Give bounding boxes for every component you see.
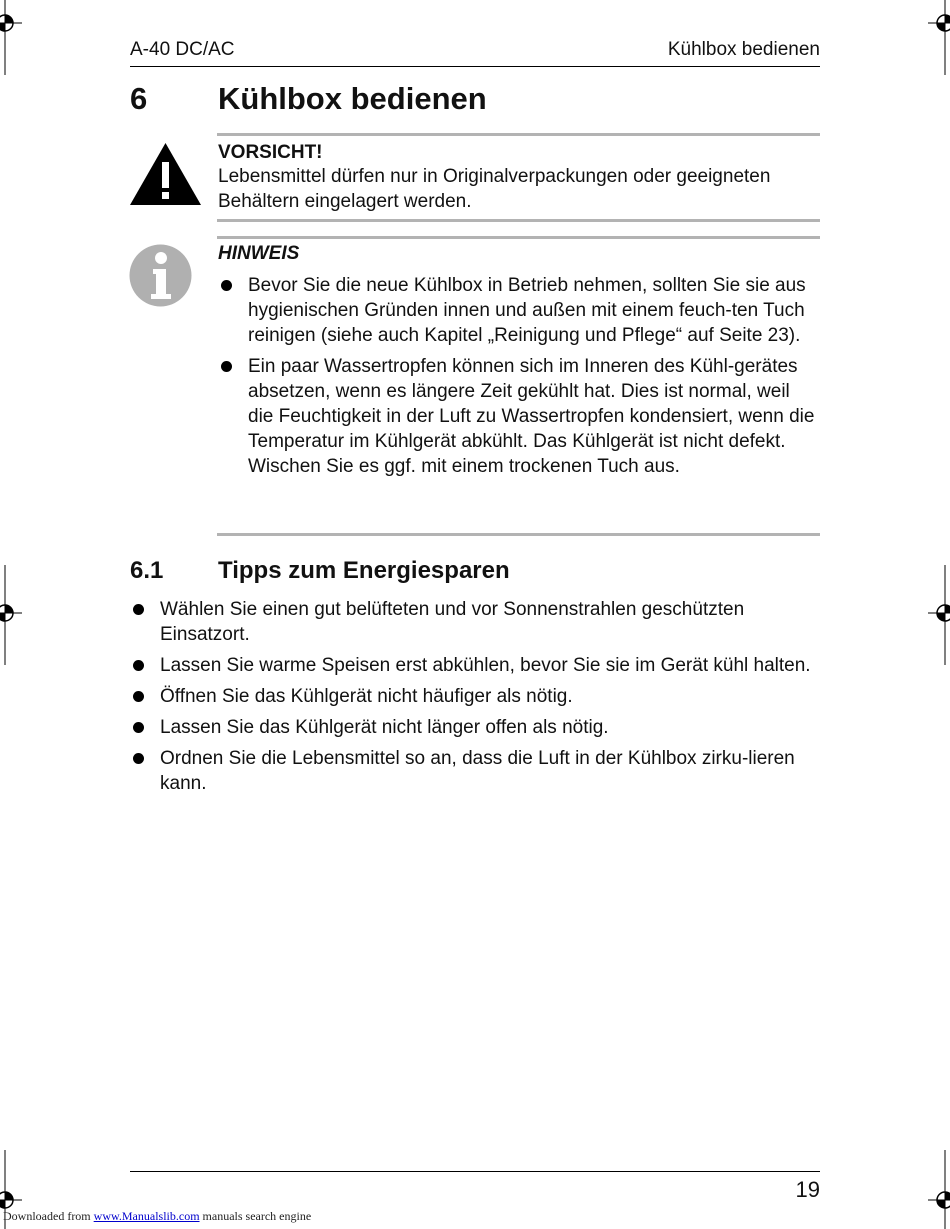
header-model: A-40 DC/AC xyxy=(130,39,235,60)
crop-mark-top-left xyxy=(0,0,30,80)
crop-mark-top-right xyxy=(920,0,950,80)
header-section: Kühlbox bedienen xyxy=(667,39,820,60)
note-title: HINWEIS xyxy=(218,243,300,264)
bullet-icon xyxy=(133,691,144,702)
list-item: Wählen Sie einen gut belüfteten und vor Sonnenstrahlen geschützten Einsatzort. xyxy=(130,597,820,647)
bullet-icon xyxy=(133,753,144,764)
info-circle-icon xyxy=(129,244,192,307)
note-list xyxy=(218,273,820,485)
page-number: 19 xyxy=(795,1177,820,1202)
note-rule-bottom xyxy=(217,533,820,536)
bullet-icon xyxy=(133,660,144,671)
note-rule-top xyxy=(217,236,820,239)
caution-text: Lebensmittel dürfen nur in Originalverpackungen oder geeigneten Behältern eingelagert werden. xyxy=(218,166,771,212)
list-item: Ein paar Wassertropfen können sich im Inneren des Kühl-gerätes absetzen, wenn es längere Zeit gekühlt hat. Dies ist normal, weil die Feuchtigkeit in der Luft zu Wassertropfen kondensiert, wenn die Temperatur im Kühlgerät abkühlt. Das Kühlgerät ist nicht defekt. Wischen Sie es ggf. mit einem trockenen Tuch aus. xyxy=(218,354,820,479)
footer-rule xyxy=(130,1171,820,1172)
list-item: Ordnen Sie die Lebensmittel so an, dass die Luft in der Kühlbox zirku-lieren kann. xyxy=(130,746,820,796)
caution-title: VORSICHT! xyxy=(218,142,323,163)
caution-rule-bottom xyxy=(217,219,820,222)
list-item: Bevor Sie die neue Kühlbox in Betrieb nehmen, sollten Sie sie aus hygienischen Gründen innen und außen mit einem feuch-ten Tuch reinigen (siehe auch Kapitel „Reinigung und Pflege“ auf Seite 23). xyxy=(218,273,820,348)
crop-mark-mid-right xyxy=(920,565,950,665)
chapter-title: Kühlbox bedienen xyxy=(218,81,487,116)
header-rule xyxy=(130,66,820,67)
crop-mark-bottom-right xyxy=(920,1150,950,1229)
list-item: Lassen Sie das Kühlgerät nicht länger offen als nötig. xyxy=(130,715,820,740)
tips-list xyxy=(130,597,820,802)
bullet-icon xyxy=(221,361,232,372)
section-number: 6.1 xyxy=(130,557,164,584)
section-title: Tipps zum Energiesparen xyxy=(218,557,510,584)
list-item: Lassen Sie warme Speisen erst abkühlen, bevor Sie sie im Gerät kühl halten. xyxy=(130,653,820,678)
manualslib-link[interactable]: www.Manualslib.com xyxy=(93,1209,200,1223)
bullet-icon xyxy=(221,280,232,291)
crop-mark-mid-left xyxy=(0,565,30,665)
bullet-icon xyxy=(133,604,144,615)
bullet-icon xyxy=(133,722,144,733)
list-item: Öffnen Sie das Kühlgerät nicht häufiger als nötig. xyxy=(130,684,820,709)
chapter-number: 6 xyxy=(130,81,148,116)
caution-rule-top xyxy=(217,133,820,136)
download-note: Downloaded from www.Manualslib.com manuals search engine xyxy=(3,1209,312,1223)
warning-triangle-icon xyxy=(129,142,202,206)
